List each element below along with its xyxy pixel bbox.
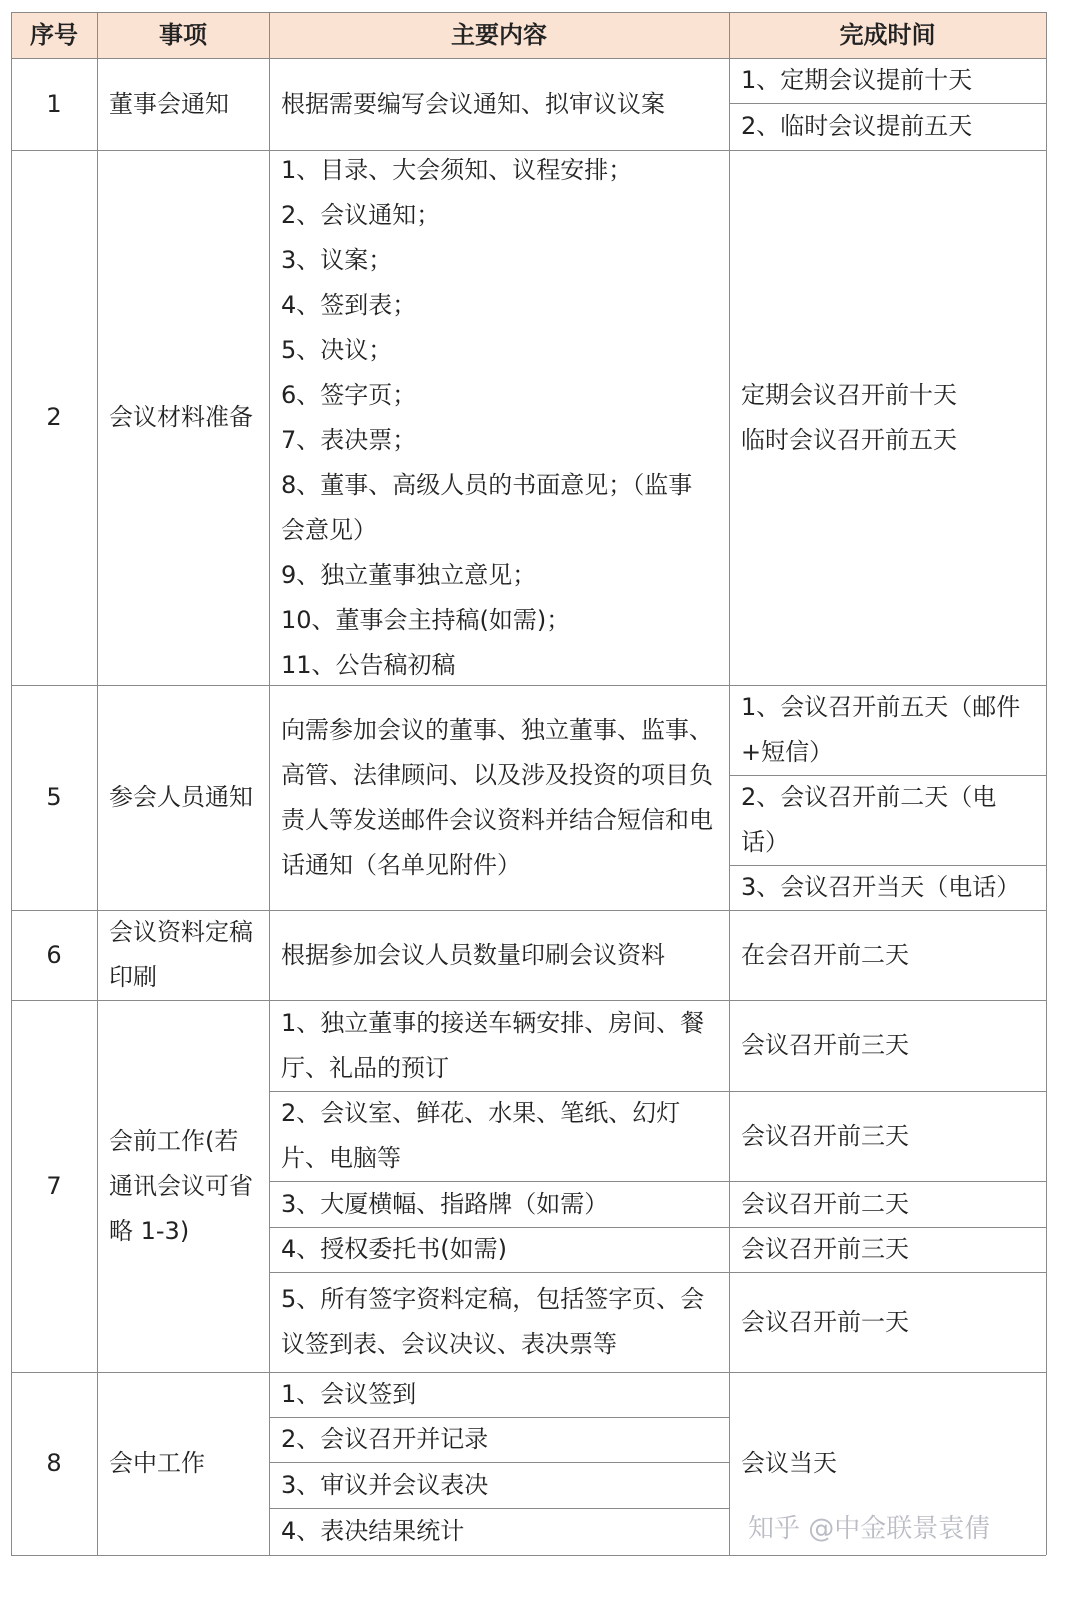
watermark: 知乎 @中金联景袁倩	[748, 1514, 991, 1544]
row-time-line: +短信）	[741, 738, 834, 766]
column-header: 完成时间	[839, 21, 936, 49]
row-time-line: 3、会议召开当天（电话）	[741, 873, 1021, 901]
row-item: 会议材料准备	[109, 403, 253, 431]
table-hline	[729, 775, 1046, 776]
table-hline	[729, 103, 1046, 104]
row-time-line: 2、临时会议提前五天	[741, 112, 973, 140]
table-vline	[11, 12, 12, 1555]
row-number: 7	[46, 1172, 62, 1200]
column-header: 主要内容	[451, 21, 547, 49]
row-content-line: 厅、礼品的预订	[281, 1054, 449, 1082]
row-content-line: 5、所有签字资料定稿，包括签字页、会	[281, 1285, 705, 1313]
table-hline	[269, 1508, 729, 1509]
row-item: 印刷	[109, 963, 157, 991]
row-content-line: 3、大厦横幅、指路牌（如需）	[281, 1190, 609, 1218]
row-content-line: 3、议案；	[281, 246, 393, 274]
column-header: 序号	[30, 21, 78, 49]
row-time-line: 会议召开前三天	[741, 1122, 909, 1150]
row-time-line: 在会召开前二天	[741, 941, 909, 969]
row-time-line: 临时会议召开前五天	[741, 426, 957, 454]
row-item: 会中工作	[109, 1449, 205, 1477]
row-item: 董事会通知	[109, 90, 229, 118]
row-time-line: 2、会议召开前二天（电	[741, 783, 997, 811]
row-content-line: 1、会议签到	[281, 1380, 417, 1408]
table-vline	[97, 12, 98, 1555]
row-content-line: 7、表决票；	[281, 426, 417, 454]
row-content-line: 片、电脑等	[281, 1144, 401, 1172]
table-hline	[11, 58, 1046, 59]
row-content-line: 向需参加会议的董事、独立董事、监事、	[281, 716, 713, 744]
row-content-line: 4、授权委托书(如需)	[281, 1235, 507, 1263]
row-content-line: 11、公告稿初稿	[281, 651, 456, 679]
row-content-line: 根据需要编写会议通知、拟审议议案	[281, 90, 665, 118]
row-content-line: 高管、法律顾问、以及涉及投资的项目负	[281, 761, 713, 789]
table-hline	[269, 1091, 729, 1092]
row-content-line: 5、决议；	[281, 336, 393, 364]
row-content-line: 责人等发送邮件会议资料并结合短信和电	[281, 806, 713, 834]
table-hline	[11, 1372, 1046, 1373]
row-content-line: 6、签字页；	[281, 381, 417, 409]
row-number: 5	[46, 783, 62, 811]
table-hline	[729, 1091, 1046, 1092]
table-hline	[269, 1417, 729, 1418]
table-hline	[729, 1272, 1046, 1273]
row-time-line: 1、定期会议提前十天	[741, 66, 973, 94]
row-content-line: 根据参加会议人员数量印刷会议资料	[281, 941, 665, 969]
table-vline	[269, 12, 270, 1555]
row-number: 2	[46, 403, 62, 431]
table-hline	[269, 1272, 729, 1273]
row-time-line: 会议召开前二天	[741, 1190, 909, 1218]
table-hline	[269, 1462, 729, 1463]
row-time-line: 1、会议召开前五天（邮件	[741, 693, 1021, 721]
table-hline	[729, 1181, 1046, 1182]
row-content-line: 8、董事、高级人员的书面意见；（监事	[281, 471, 693, 499]
row-content-line: 4、表决结果统计	[281, 1517, 465, 1545]
row-number: 1	[46, 90, 62, 118]
table-vline	[729, 12, 730, 1555]
table-hline	[729, 865, 1046, 866]
row-content-line: 9、独立董事独立意见；	[281, 561, 537, 589]
table-hline	[11, 12, 1046, 13]
row-time-line: 会议当天	[741, 1449, 837, 1477]
column-header: 事项	[159, 21, 207, 49]
row-content-line: 1、目录、大会须知、议程安排；	[281, 156, 633, 184]
row-number: 8	[46, 1449, 62, 1477]
row-time-line: 会议召开前三天	[741, 1031, 909, 1059]
row-content-line: 3、审议并会议表决	[281, 1471, 489, 1499]
table-hline	[269, 1227, 729, 1228]
row-content-line: 2、会议室、鲜花、水果、笔纸、幻灯	[281, 1099, 681, 1127]
row-content-line: 会意见）	[281, 516, 377, 544]
table-hline	[11, 1555, 1046, 1556]
row-content-line: 2、会议召开并记录	[281, 1425, 489, 1453]
row-item: 略 1-3)	[109, 1217, 190, 1245]
table-hline	[729, 1227, 1046, 1228]
row-item: 会议资料定稿	[109, 918, 253, 946]
row-time-line: 会议召开前三天	[741, 1235, 909, 1263]
table-hline	[269, 1181, 729, 1182]
row-content-line: 话通知（名单见附件）	[281, 851, 521, 879]
row-time-line: 定期会议召开前十天	[741, 381, 957, 409]
row-number: 6	[46, 941, 62, 969]
row-item: 会前工作(若	[109, 1127, 239, 1155]
row-content-line: 10、董事会主持稿(如需)；	[281, 606, 571, 634]
row-time-line: 话）	[741, 828, 789, 856]
row-time-line: 会议召开前一天	[741, 1308, 909, 1336]
row-content-line: 4、签到表；	[281, 291, 417, 319]
row-content-line: 2、会议通知；	[281, 201, 441, 229]
row-content-line: 1、独立董事的接送车辆安排、房间、餐	[281, 1009, 705, 1037]
row-item: 参会人员通知	[109, 783, 253, 811]
table-vline	[1046, 12, 1047, 1555]
row-item: 通讯会议可省	[109, 1172, 253, 1200]
row-content-line: 议签到表、会议决议、表决票等	[281, 1330, 617, 1358]
